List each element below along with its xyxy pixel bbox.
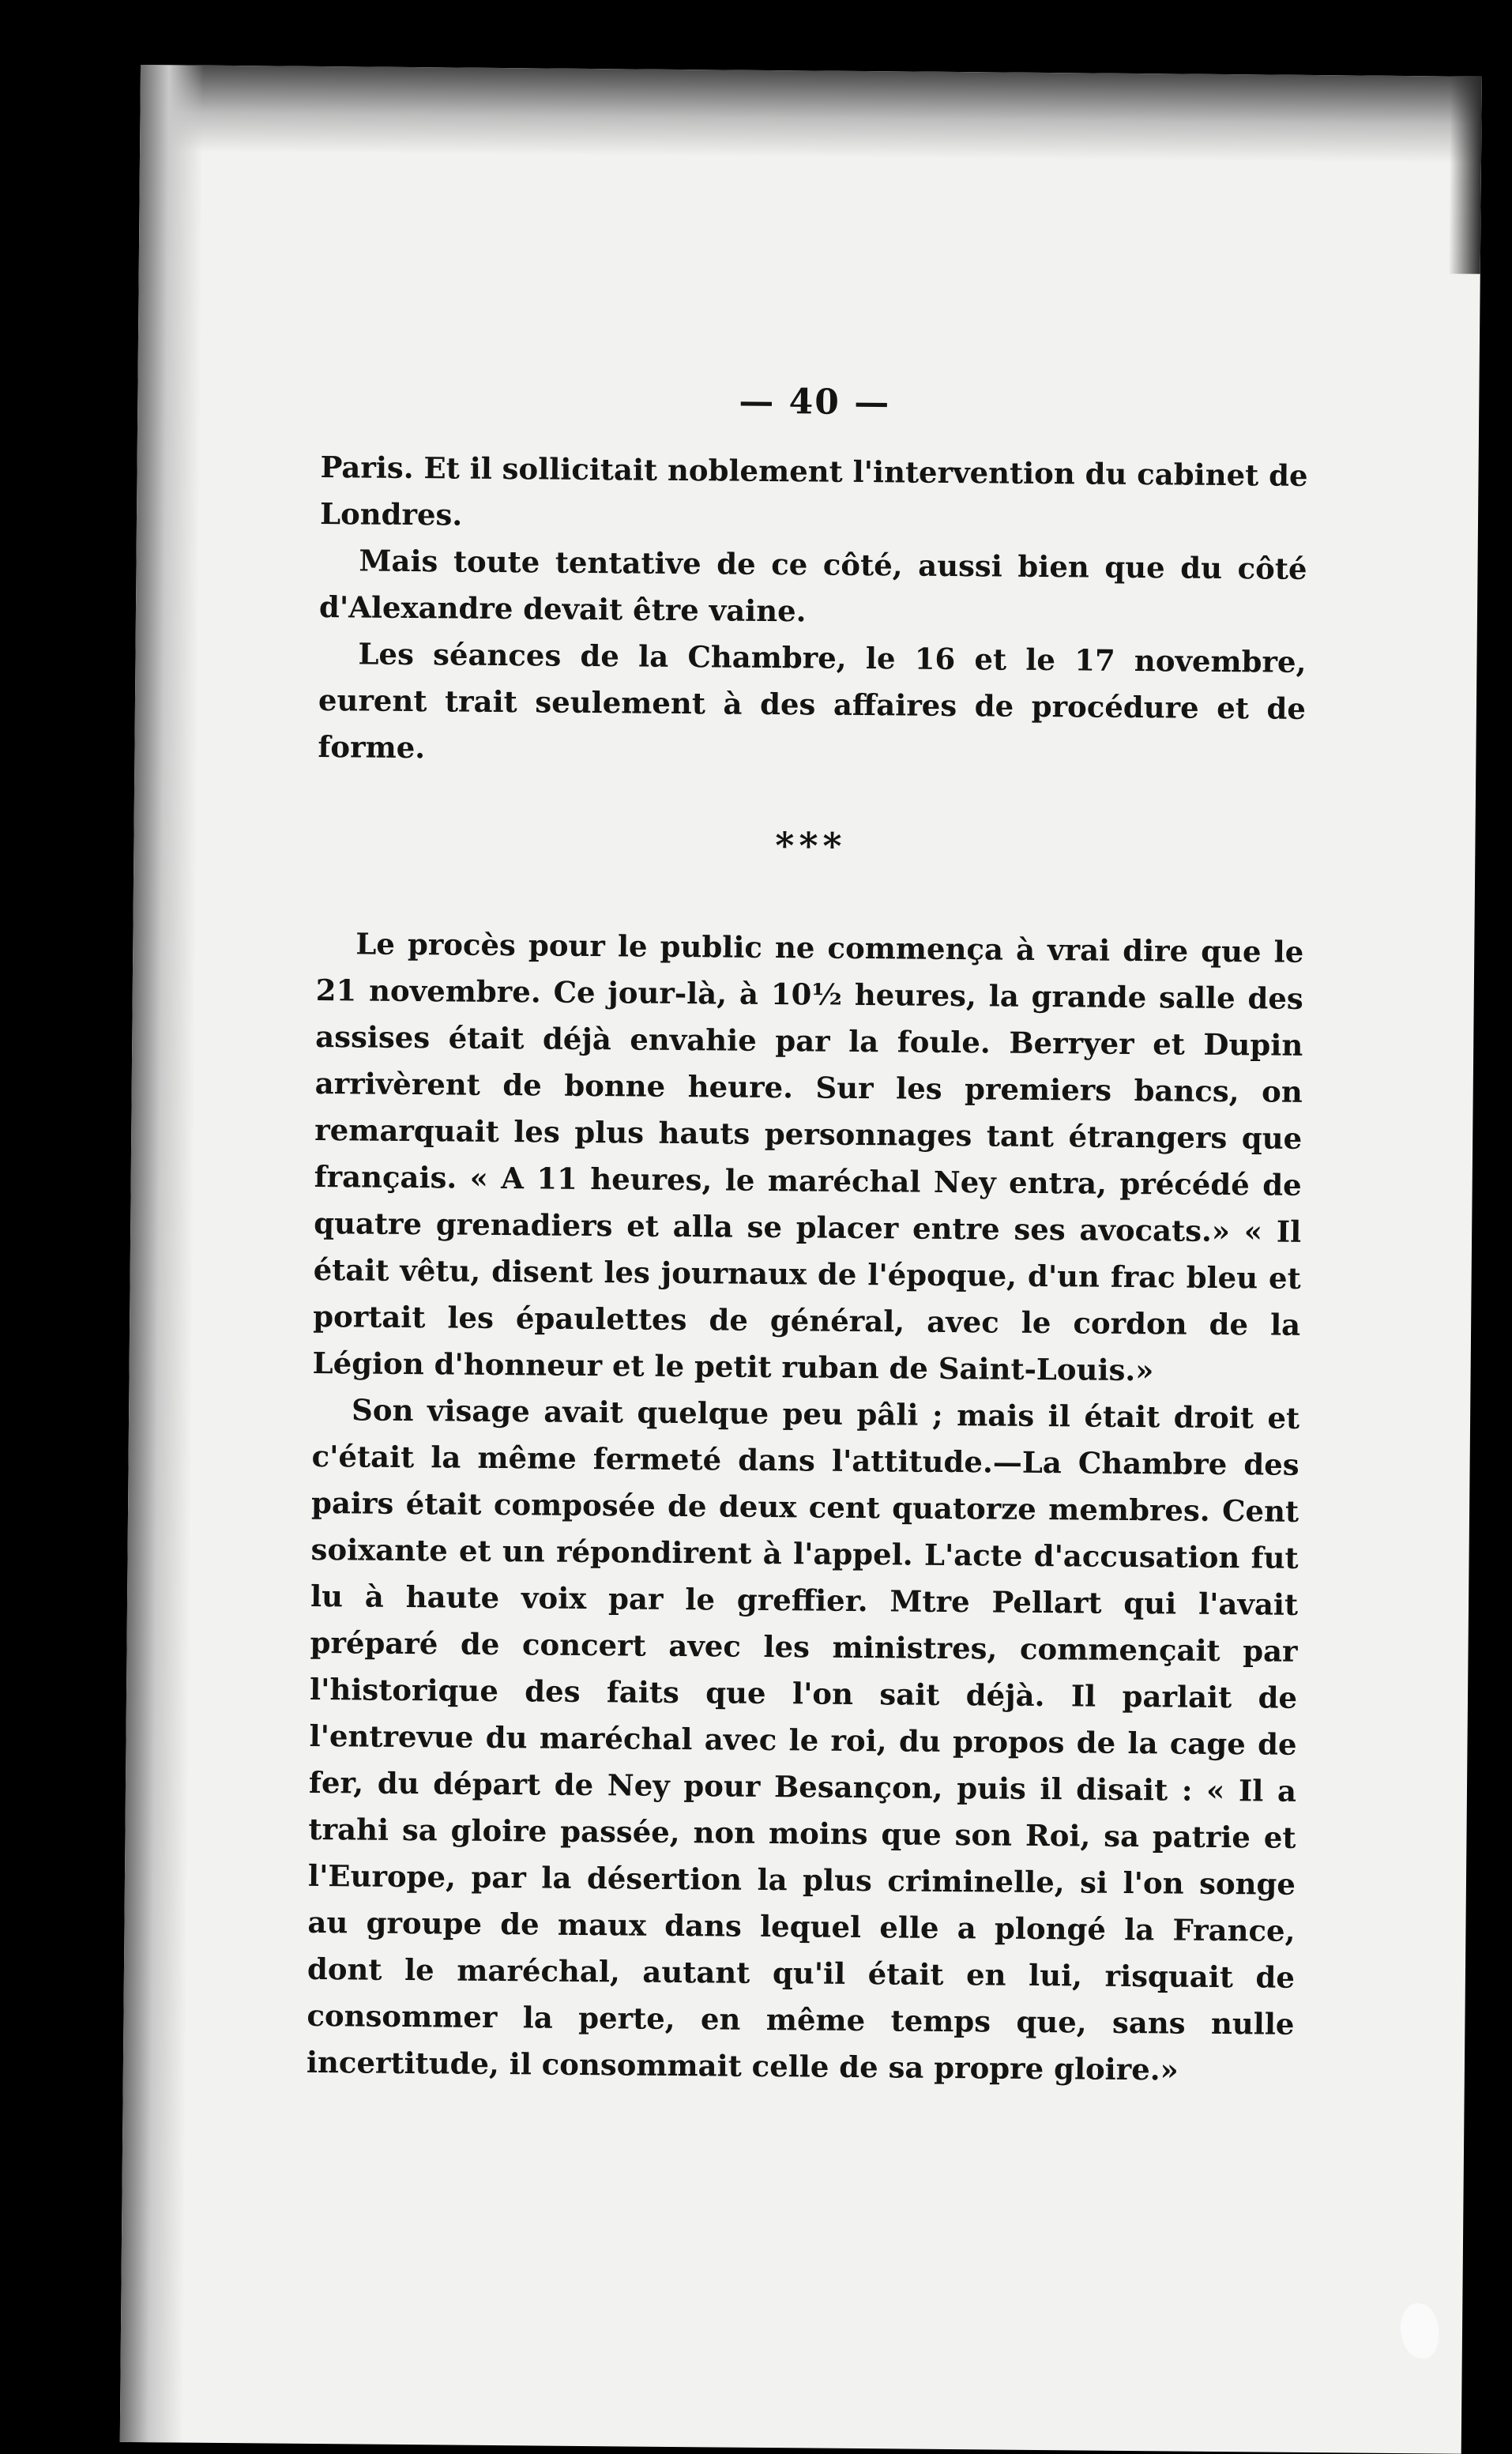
page-corner-fold: [1449, 76, 1482, 273]
paragraph: Paris. Et il sollicitait noblement l'intervention du cabinet de Londres.: [319, 450, 1308, 533]
page-left-edge-shadow: [120, 65, 204, 2443]
paragraph: Les séances de la Chambre, le 16 et le 17 novembre, eurent trait seulement à des affaires de procédure et de forme.: [318, 636, 1307, 766]
paragraph: Son visage avait quelque peu pâli ; mais il était droit et c'était la même fermeté dans l'attitude.—La Chambre des pairs était composée de deux cent quatorze membres. Cent soixante et un répondirent à l'appel. L'acte d'accusation fut lu à haute voix par le greffier. Mtre Pellart qui l'avait préparé de concert avec les ministres, commençait par l'historique des faits que l'on sait déjà. Il parlait de l'entrevue du maréchal avec le roi, du propos de la cage de fer, du départ de Ney pour Besançon, puis il disait : « Il a trahi sa gloire passée, non moins que son Roi, sa patrie et l'Europe, par la désertion la plus criminelle, si l'on songe au groupe de maux dans lequel elle a plongé la France, dont le maréchal, autant qu'il était en lui, risquait de consommer la perte, en même temps que, sans nulle incertitude, il consommait celle de sa propre gloire.»: [306, 1392, 1300, 2087]
page-top-edge-shadow: [140, 65, 1482, 164]
scanned-page: [120, 65, 1482, 2454]
page-number: — 40 —: [739, 381, 891, 423]
paragraph: Mais toute tentative de ce côté, aussi bien que du côté d'Alexandre devait être vaine.: [318, 543, 1307, 629]
section-asterism: ***: [775, 824, 847, 868]
text-block: [307, 374, 1309, 2095]
paper-blemish: [1401, 2303, 1439, 2358]
paragraph: Le procès pour le public ne commença à vrai dire que le 21 novembre. Ce jour-là, à 10½ heures, la grande salle des assises était déjà envahie par la foule. Berryer et Dupin arrivèrent de bonne heure. Sur les premiers bancs, on remarquait les plus hauts personnages tant étrangers que français. « A 11 heures, le maréchal Ney entra, précédé de quatre grenadiers et alla se placer entre ses avocats.» « Il était vêtu, disent les journaux de l'époque, d'un frac bleu et portait les épaulettes de général, avec le cordon de la Légion d'honneur et le petit ruban de Saint-Louis.»: [312, 926, 1304, 1388]
